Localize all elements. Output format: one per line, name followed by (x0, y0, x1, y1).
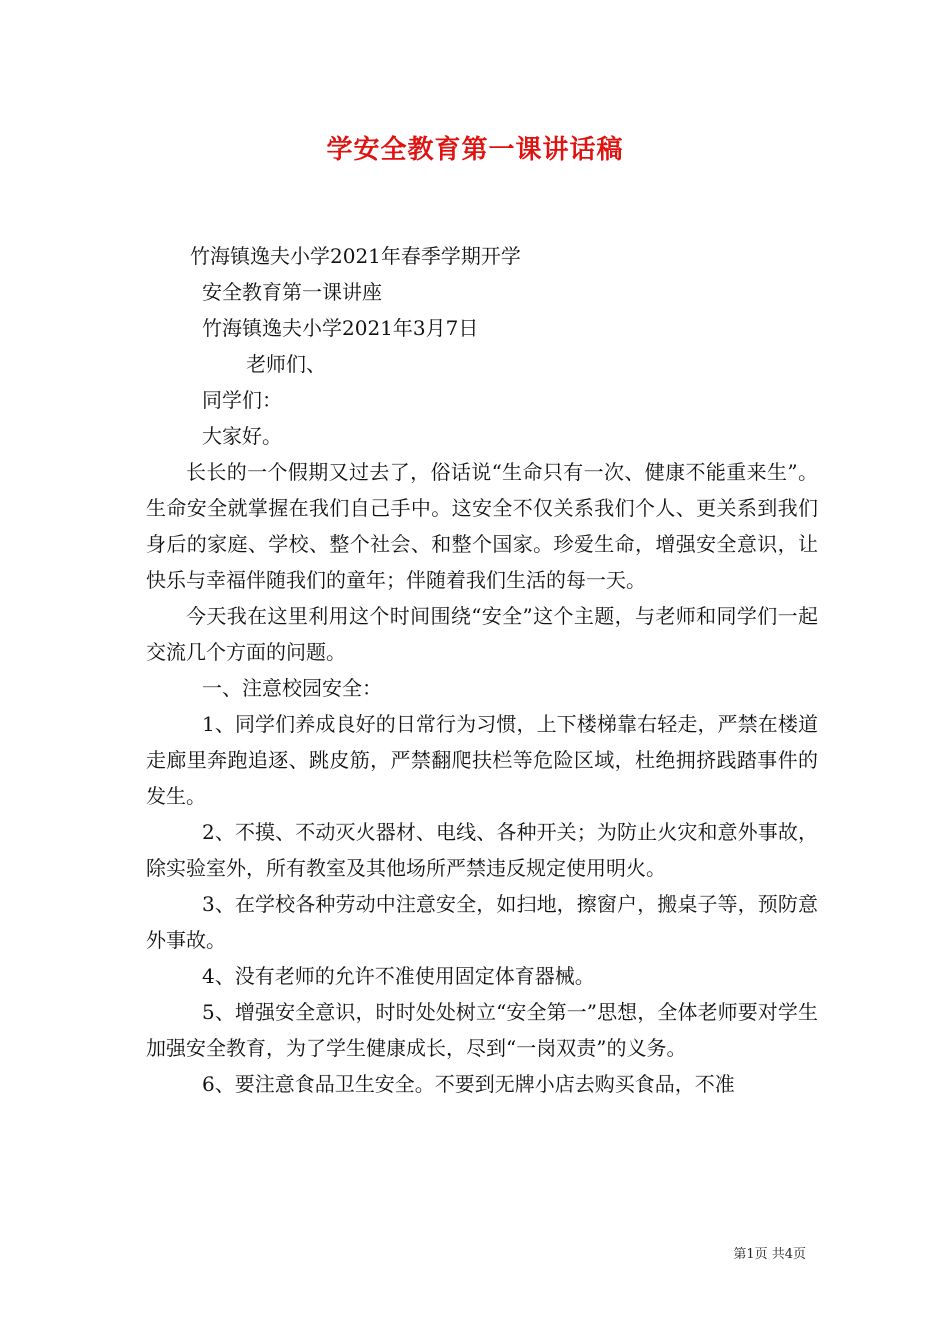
paragraph-topic: 今天我在这里利用这个时间围绕“安全”这个主题，与老师和同学们一起交流几个方面的问题。 (146, 604, 818, 664)
page-number: 第1页 共4页 (733, 1247, 806, 1262)
paragraph-intro: 长长的一个假期又过去了，俗话说“生命只有一次、健康不能重来生”。生命安全就掌握在我们自己手中。这安全不仅关系我们个人、更关系到我们身后的家庭、学校、整个社会、和整个国家。珍爱生命，增强安全意识，让快乐与幸福伴随我们的童年；伴随着我们生活的每一天。 (146, 460, 818, 592)
greeting-teachers: 老师们、 (246, 352, 326, 376)
section-heading-campus-safety: 一、注意校园安全： (202, 676, 382, 700)
header-line-school-term: 竹海镇逸夫小学2021年春季学期开学 (190, 244, 521, 268)
list-item-4: 4、没有老师的允许不准使用固定体育器械。 (202, 964, 595, 988)
document-body (146, 238, 818, 1102)
list-item-2: 2、不摸、不动灭火器材、电线、各种开关；为防止火灾和意外事故，除实验室外，所有教室及其他场所严禁违反规定使用明火。 (146, 820, 818, 880)
list-item-1: 1、同学们养成良好的日常行为习惯，上下楼梯靠右轻走，严禁在楼道走廊里奔跑追逐、跳皮筋，严禁翻爬扶栏等危险区域，杜绝拥挤践踏事件的发生。 (146, 712, 818, 808)
document-title: 学安全教育第一课讲话稿 (326, 135, 624, 165)
greeting-hello: 大家好。 (202, 424, 282, 448)
list-item-5: 5、增强安全意识，时时处处树立“安全第一”思想，全体老师要对学生加强安全教育，为了学生健康成长，尽到“一岗双责”的义务。 (146, 1000, 818, 1060)
greeting-students: 同学们： (202, 388, 282, 412)
header-line-lecture: 安全教育第一课讲座 (202, 280, 382, 304)
list-item-6: 6、要注意食品卫生安全。不要到无牌小店去购买食品，不准 (202, 1072, 735, 1096)
header-line-date: 竹海镇逸夫小学2021年3月7日 (202, 316, 479, 340)
list-item-3: 3、在学校各种劳动中注意安全，如扫地，擦窗户，搬桌子等，预防意外事故。 (146, 892, 818, 952)
